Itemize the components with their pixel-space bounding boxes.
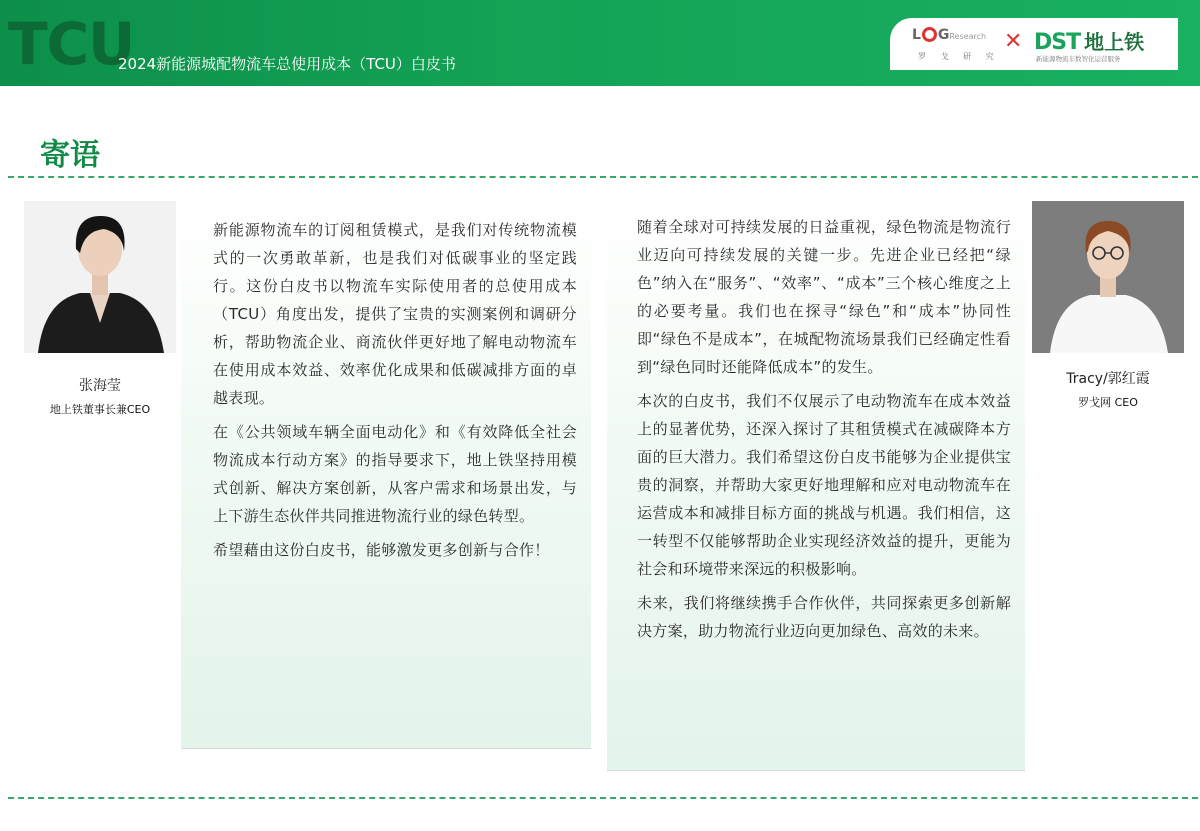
- dst-name: DST: [1034, 30, 1081, 55]
- dst-cn-name: 地上铁: [1084, 30, 1145, 54]
- section-title: 寄语: [40, 138, 100, 173]
- left-person-title: 地上铁董事长兼CEO: [49, 403, 151, 416]
- right-paragraph: 随着全球对可持续发展的日益重视，绿色物流是物流行业迈向可持续发展的关键一步。先进企业已经把“绿色”纳入在“服务”、“效率”、“成本”三个核心维度之上的必要考量。我们也在探寻“绿色”和“成本”协同性即“绿色不是成本”，在城配物流场景我们已经确定性看到“绿色同时还能降低成本”的发生。: [637, 218, 1011, 376]
- left-person-name: 张海莹: [79, 378, 121, 394]
- left-paragraph: 在《公共领域车辆全面电动化》和《有效降低全社会物流成本行动方案》的指导要求下，地上铁坚持用模式创新、解决方案创新，从客户需求和场景出发，与上下游生态伙伴共同推进物流行业的绿色转型。: [213, 423, 577, 525]
- left-message-panel: [181, 201, 591, 749]
- target-icon: [922, 27, 937, 42]
- left-paragraph: 新能源物流车的订阅租赁模式，是我们对传统物流模式的一次勇敢革新，也是我们对低碳事业的坚定践行。这份白皮书以物流车实际使用者的总使用成本（TCU）角度出发，提供了宝贵的实测案例和调研分析，帮助物流企业、商流伙伴更好地了解电动物流车在使用成本效益、效率优化成果和低碳减排方面的卓越表现。: [213, 221, 577, 407]
- dst-logo: [1034, 26, 1144, 55]
- person-photo-icon: [24, 201, 176, 353]
- partner-logos: [890, 18, 1178, 70]
- logresearch-logo: L GResearch: [912, 27, 987, 43]
- right-person-name: Tracy/郭红霞: [1066, 371, 1150, 387]
- top-divider: [8, 176, 1198, 178]
- left-paragraph: 希望藉由这份白皮书，能够激发更多创新与合作！: [213, 541, 550, 559]
- logresearch-sub: 罗 戈 研 究: [918, 52, 1000, 61]
- right-paragraph: 本次的白皮书，我们不仅展示了电动物流车在成本效益上的显著优势，还深入探讨了其租赁模式在减碳降本方面的巨大潜力。我们希望这份白皮书能够为企业提供宝贵的洞察，并帮助大家更好地理解和应对电动物流车在运营成本和减排目标方面的挑战与机遇。我们相信，这一转型不仅能够帮助企业实现经济效益的提升，更能为社会和环境带来深远的积极影响。: [637, 392, 1011, 578]
- tcu-logo: TCU: [8, 10, 135, 78]
- right-message-panel: [607, 201, 1025, 771]
- person-photo-icon: [1032, 201, 1184, 353]
- dst-sub: 新能源物流车数智化运营服务: [1036, 55, 1121, 63]
- cross-icon: ✕: [1004, 29, 1023, 54]
- document-title: 2024新能源城配物流车总使用成本（TCU）白皮书: [118, 55, 456, 73]
- bottom-divider: [8, 797, 1198, 799]
- portrait-right: [1032, 201, 1184, 353]
- right-person-title: 罗戈网 CEO: [1078, 396, 1138, 409]
- right-paragraph: 未来，我们将继续携手合作伙伴，共同探索更多创新解决方案，助力物流行业迈向更加绿色、高效的未来。: [637, 594, 1011, 640]
- header-band: [0, 0, 1200, 86]
- portrait-left: [24, 201, 176, 353]
